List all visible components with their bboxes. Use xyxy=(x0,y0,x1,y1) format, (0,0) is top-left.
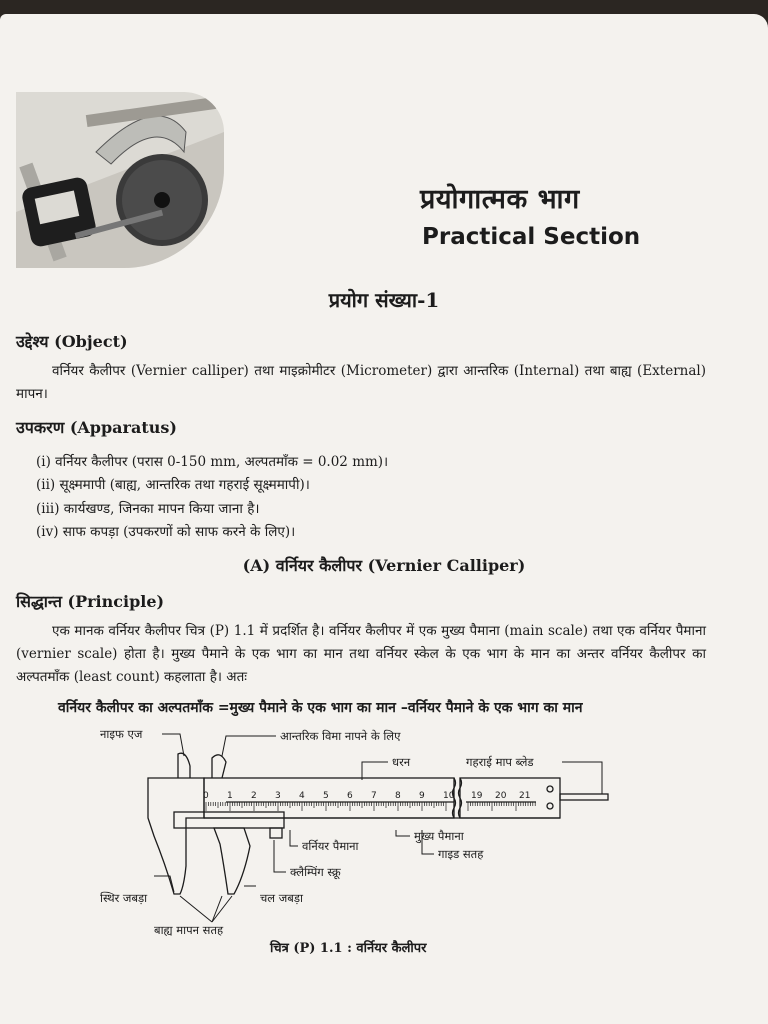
main-scale-number: 4 xyxy=(299,791,305,801)
apparatus-item-2: (ii) सूक्ष्ममापी (बाह्य, आन्तरिक तथा गहराई सूक्ष्ममापी)। xyxy=(36,477,310,493)
main-scale-number: 5 xyxy=(323,791,329,801)
principle-text xyxy=(16,620,706,689)
main-scale-number: 19 xyxy=(471,791,483,801)
main-scale-number: 3 xyxy=(275,791,281,801)
vernier-slide xyxy=(174,812,284,828)
object-heading: उद्देश्य (Object) xyxy=(16,332,128,351)
moving-jaw xyxy=(214,828,250,894)
experiment-title: प्रयोग संख्या-1 xyxy=(328,288,440,312)
apparatus-item-3: (iii) कार्यखण्ड, जिनका मापन किया जाना है। xyxy=(36,501,260,517)
main-scale-number: 7 xyxy=(371,791,377,801)
label-internal: आन्तरिक विमा नापने के लिए xyxy=(280,729,401,743)
object-text xyxy=(16,360,706,406)
object-text-content: वर्नियर कैलीपर (Vernier calliper) तथा माइक्रोमीटर (Micrometer) द्वारा आन्तरिक (Internal) तथा बाह्य (External) मापन। xyxy=(16,363,706,402)
figure-caption: चित्र (P) 1.1 : वर्नियर कैलीपर xyxy=(270,941,427,956)
vernier-calliper-diagram xyxy=(94,726,614,936)
depth-blade xyxy=(560,794,608,800)
main-scale-number: 6 xyxy=(347,791,353,801)
principle-heading: सिद्धान्त (Principle) xyxy=(16,592,165,611)
clamping-screw xyxy=(270,828,282,838)
apparatus-item-1: (i) वर्नियर कैलीपर (परास 0-150 mm, अल्पतमाँक = 0.02 mm)। xyxy=(36,454,389,470)
label-external-surface: बाह्य मापन सतह xyxy=(154,923,224,936)
principle-text-content: एक मानक वर्नियर कैलीपर चित्र (P) 1.1 में प्रदर्शित है। वर्नियर कैलीपर में एक मुख्य पैमाना (main scale) तथा एक वर्नियर पैमाना (vernier scale) होता है। मुख्य पैमाने के एक भाग का मान तथा वर्नियर स्केल के एक भाग के मान का अन्तर वर्नियर कैलीपर का अल्पतमाँक (least count) कहलाता है। अतः xyxy=(16,623,706,685)
main-scale-number: 10 xyxy=(443,791,455,801)
rivet xyxy=(547,803,553,809)
main-scale-number: 8 xyxy=(395,791,401,801)
main-scale-number: 20 xyxy=(495,791,507,801)
calliper-micrometer-illustration xyxy=(16,92,224,268)
apparatus-heading: उपकरण (Apparatus) xyxy=(16,418,177,437)
main-scale-number: 1 xyxy=(227,791,233,801)
label-vernier-scale: वर्नियर पैमाना xyxy=(302,839,359,853)
vernier-subheading: (A) वर्नियर कैलीपर (Vernier Calliper) xyxy=(242,556,526,575)
label-clamping-screw: क्लैम्पिंग स्क्रू xyxy=(290,865,341,879)
book-page xyxy=(0,14,768,1024)
fixed-knife-edge xyxy=(178,753,190,778)
label-knife-edge: नाइफ एज xyxy=(100,727,143,741)
main-scale-number: 21 xyxy=(519,791,531,801)
calliper-photo xyxy=(16,92,224,268)
label-main-scale: मुख्य पैमाना xyxy=(414,829,464,843)
apparatus-item-4: (iv) साफ कपड़ा (उपकरणों को साफ करने के लिए)। xyxy=(36,524,296,540)
least-count-formula: वर्नियर कैलीपर का अल्पतमाँक =मुख्य पैमाने के एक भाग का मान –वर्नियर पैमाने के एक भाग का मान xyxy=(58,700,583,716)
label-fixed-jaw: स्थिर जबड़ा xyxy=(100,891,148,905)
section-heading-english: Practical Section xyxy=(422,224,641,250)
moving-knife-edge xyxy=(212,755,226,778)
label-guide-surface: गाइड सतह xyxy=(438,847,484,861)
main-scale-number: 0 xyxy=(203,791,209,801)
section-heading-hindi: प्रयोगात्मक भाग xyxy=(420,184,580,215)
rivet xyxy=(547,786,553,792)
label-beam: धरन xyxy=(392,755,411,769)
fixed-jaw xyxy=(148,778,204,894)
label-moving-jaw: चल जबड़ा xyxy=(260,891,303,905)
main-scale-number: 9 xyxy=(419,791,425,801)
main-scale-number: 2 xyxy=(251,791,257,801)
label-depth-blade: गहराई माप ब्लेड xyxy=(466,755,534,769)
